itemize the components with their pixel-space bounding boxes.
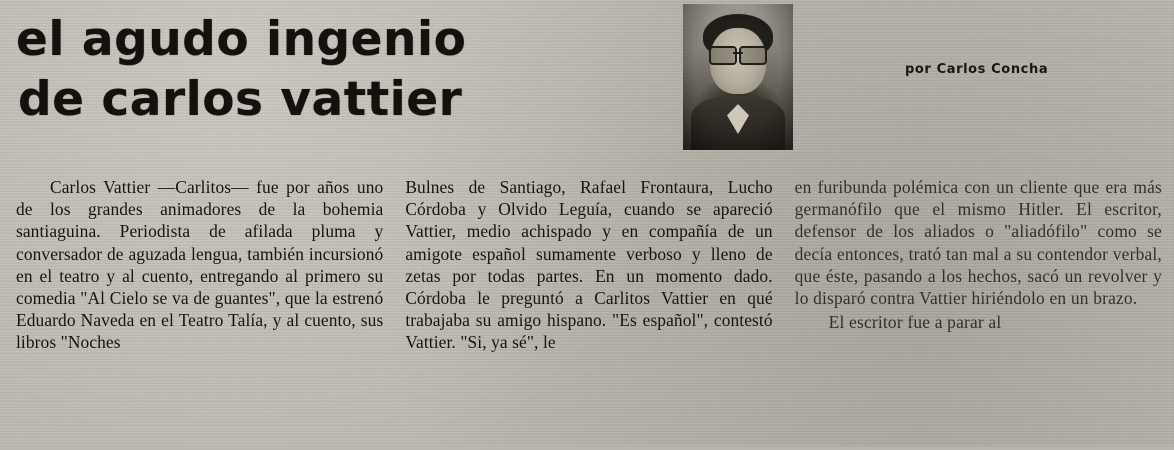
- article-column-3: [795, 176, 1162, 446]
- article-column-2: [405, 176, 772, 446]
- photo-vignette: [683, 4, 793, 150]
- headline-line-2: de carlos vattier: [18, 72, 463, 128]
- paragraph: Carlos Vattier —Carlitos— fue por años uno de los grandes animadores de la bohemia santiaguina. Periodista de afilada pluma y conversador de aguzada lengua, también incursionó en el teatro y al cuento, entregando al primero su comedia "Al Cielo se va de guantes", que la estrenó Eduardo Naveda en el Teatro Talía, y al cuento, sus libros "Noches: [16, 177, 384, 353]
- article-column-1: [16, 176, 383, 446]
- portrait-photo: [683, 4, 793, 150]
- byline: por Carlos Concha: [905, 62, 1049, 77]
- paragraph: Bulnes de Santiago, Rafael Frontaura, Lucho Córdoba y Olvido Leguía, cuando se apareció Vattier, medio achispado y en compañía de un amigote español sumamente verboso y lleno de zetas por todas partes. En un momento dado. Córdoba le preguntó a Carlitos Vattier en qué trabajaba su amigo hispano. "Es español", contestó Vattier. "Si, ya sé", le: [405, 177, 773, 353]
- paragraph: en furibunda polémica con un cliente que era más germanófilo que el mismo Hitler. El escritor, defensor de los aliados o "aliadófilo" como se decía entonces, trató tan mal a su contendor verbal, que éste, pasando a los hechos, sacó un revolver y lo disparó contra Vattier hiriéndolo en un brazo.: [794, 177, 1162, 308]
- headline-line-1: el agudo ingenio: [16, 12, 467, 67]
- page-title: [16, 10, 656, 130]
- article-columns: [16, 176, 1162, 446]
- paragraph: El escritor fue a parar al: [828, 312, 1002, 333]
